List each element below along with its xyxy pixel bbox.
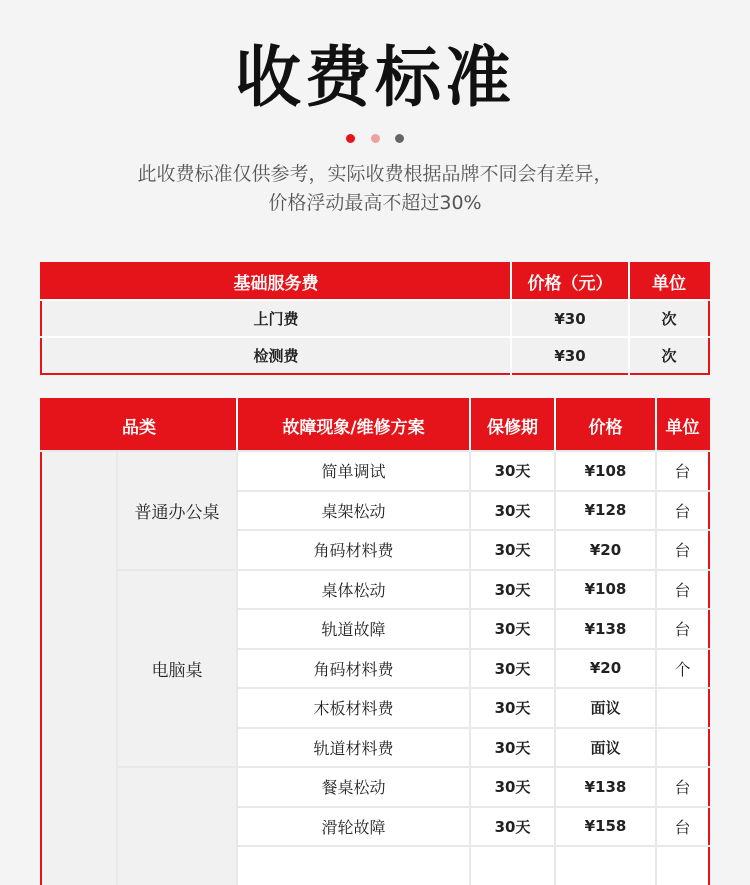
- price-value: ¥138: [555, 767, 656, 807]
- unit-value: 台: [656, 491, 709, 531]
- disclaimer-line-2: 价格浮动最高不超过30%: [268, 192, 482, 214]
- unit-value: [656, 728, 709, 768]
- repair-price-table: [40, 398, 710, 885]
- price-value: [555, 846, 656, 885]
- fee-item: 上门费: [41, 300, 511, 337]
- category-name: 电脑桌: [117, 570, 237, 768]
- unit-value: 台: [656, 570, 709, 610]
- table-row: [41, 337, 709, 374]
- category-name: [117, 767, 237, 885]
- price-value: 面议: [555, 728, 656, 768]
- unit-value: 个: [656, 649, 709, 689]
- header-price: 价格: [555, 399, 656, 451]
- price-value: 面议: [555, 688, 656, 728]
- decorative-dots: [0, 128, 750, 147]
- disclaimer-text: [0, 160, 750, 218]
- warranty-value: 30天: [470, 807, 555, 847]
- table-row: [41, 451, 709, 491]
- header-unit: 单位: [656, 399, 709, 451]
- issue-text: 桌体松动: [237, 570, 470, 610]
- unit-value: 台: [656, 530, 709, 570]
- fee-item: 检测费: [41, 337, 511, 374]
- fee-unit: 次: [629, 337, 709, 374]
- issue-text: 角码材料费: [237, 530, 470, 570]
- warranty-value: 30天: [470, 609, 555, 649]
- issue-text: 轨道故障: [237, 609, 470, 649]
- unit-value: 台: [656, 807, 709, 847]
- header-category: 品类: [41, 399, 237, 451]
- issue-text: [237, 846, 470, 885]
- warranty-value: [470, 846, 555, 885]
- repair-table-body: [41, 451, 709, 885]
- price-value: ¥20: [555, 649, 656, 689]
- dot-pink: [371, 134, 380, 143]
- header-warranty: 保修期: [470, 399, 555, 451]
- warranty-value: 30天: [470, 530, 555, 570]
- warranty-value: 30天: [470, 649, 555, 689]
- unit-value: 台: [656, 767, 709, 807]
- issue-text: 桌架松动: [237, 491, 470, 531]
- basic-fee-header-row: [41, 263, 709, 300]
- issue-text: 滑轮故障: [237, 807, 470, 847]
- header-issue-solution: 故障现象/维修方案: [237, 399, 470, 451]
- warranty-value: 30天: [470, 491, 555, 531]
- header-unit: 单位: [629, 263, 709, 300]
- price-value: ¥108: [555, 570, 656, 610]
- issue-text: 轨道材料费: [237, 728, 470, 768]
- table-row: [41, 767, 709, 807]
- dot-red: [346, 134, 355, 143]
- warranty-value: 30天: [470, 570, 555, 610]
- price-value: ¥128: [555, 491, 656, 531]
- page-title: 收费标准: [235, 39, 515, 116]
- repair-header-row: [41, 399, 709, 451]
- table-row: [41, 570, 709, 610]
- header-price-yuan: 价格（元）: [511, 263, 629, 300]
- issue-text: 简单调试: [237, 451, 470, 491]
- basic-fee-table: [40, 262, 710, 375]
- warranty-value: 30天: [470, 767, 555, 807]
- warranty-value: 30天: [470, 451, 555, 491]
- fee-unit: 次: [629, 300, 709, 337]
- unit-value: [656, 688, 709, 728]
- issue-text: 木板材料费: [237, 688, 470, 728]
- issue-text: 餐桌松动: [237, 767, 470, 807]
- table-row: [41, 300, 709, 337]
- price-value: ¥20: [555, 530, 656, 570]
- warranty-value: 30天: [470, 688, 555, 728]
- category-name: 普通办公桌: [117, 451, 237, 570]
- fee-price: ¥30: [511, 300, 629, 337]
- fee-price: ¥30: [511, 337, 629, 374]
- unit-value: 台: [656, 451, 709, 491]
- price-value: ¥158: [555, 807, 656, 847]
- unit-value: 台: [656, 609, 709, 649]
- price-value: ¥138: [555, 609, 656, 649]
- issue-text: 角码材料费: [237, 649, 470, 689]
- dot-grey: [395, 134, 404, 143]
- category-side-column: [41, 451, 117, 885]
- price-value: ¥108: [555, 451, 656, 491]
- disclaimer-line-1: 此收费标准仅供参考，实际收费根据品牌不同会有差异，: [137, 163, 613, 185]
- unit-value: [656, 846, 709, 885]
- header-basic-fee: 基础服务费: [41, 263, 511, 300]
- warranty-value: 30天: [470, 728, 555, 768]
